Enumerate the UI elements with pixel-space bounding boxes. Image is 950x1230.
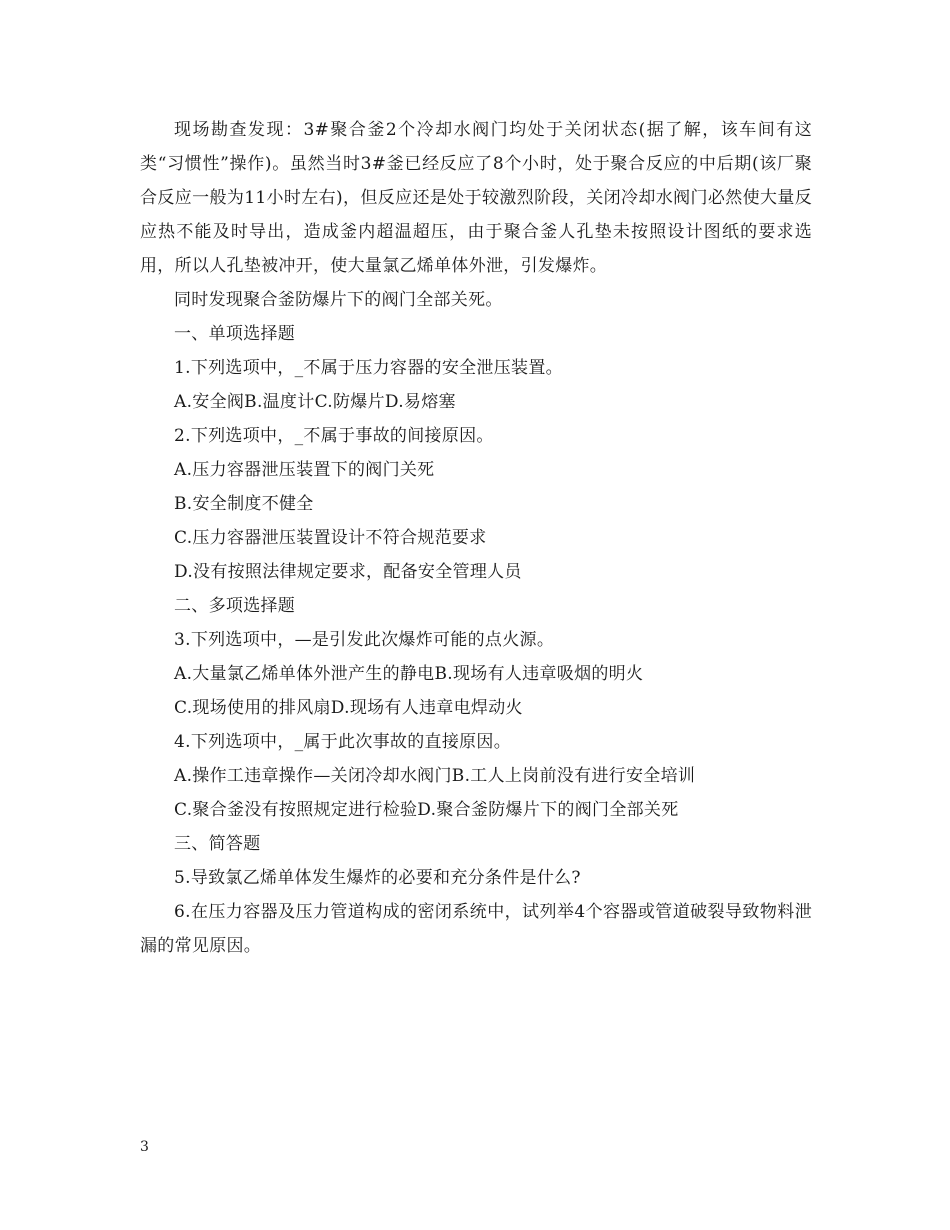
- question-2-option-b: B.安全制度不健全: [174, 494, 314, 514]
- section-heading-multiple-choice: 二、多项选择题: [174, 596, 296, 616]
- question-4-options-ab: A.操作工违章操作—关闭冷却水阀门B.工人上岗前没有进行安全培训: [174, 766, 696, 786]
- question-4-options-cd: C.聚合釜没有按照规定进行检验D.聚合釜防爆片下的阀门全部关死: [174, 800, 679, 820]
- question-4: 4.下列选项中，_属于此次事故的直接原因。: [174, 732, 512, 752]
- question-3-options-ab: A.大量氯乙烯单体外泄产生的静电B.现场有人违章吸烟的明火: [174, 664, 644, 684]
- section-heading-single-choice: 一、单项选择题: [174, 324, 296, 344]
- page-number: 3: [140, 1139, 149, 1155]
- paragraph-site-investigation: 现场勘查发现：3#聚合釜2个冷却水阀门均处于关闭状态(据了解，该车间有这类“习惯性”操作)。虽然当时3#釜已经反应了8个小时，处于聚合反应的中后期(该厂聚合反应一般为11小时左右)，但反应还是处于较激烈阶段，关闭冷却水阀门必然使大量反应热不能及时导出，造成釜内超温超压，由于聚合釜人孔垫未按照设计图纸的要求选用，所以人孔垫被冲开，使大量氯乙烯单体外泄，引发爆炸。: [140, 120, 812, 276]
- question-2-option-c: C.压力容器泄压装置设计不符合规范要求: [174, 528, 487, 548]
- question-2: 2.下列选项中，_不属于事故的间接原因。: [174, 426, 494, 446]
- question-2-option-d: D.没有按照法律规定要求，配备安全管理人员: [174, 562, 522, 582]
- question-6: 6.在压力容器及压力管道构成的密闭系统中，试列举4个容器或管道破裂导致物料泄漏的常见原因。: [140, 902, 812, 956]
- question-3-options-cd: C.现场使用的排风扇D.现场有人违章电焊动火: [174, 698, 523, 718]
- question-5: 5.导致氯乙烯单体发生爆炸的必要和充分条件是什么?: [174, 868, 581, 888]
- question-3: 3.下列选项中，—是引发此次爆炸可能的点火源。: [174, 630, 555, 650]
- question-1: 1.下列选项中，_不属于压力容器的安全泄压装置。: [174, 358, 563, 378]
- question-1-options: A.安全阀B.温度计C.防爆片D.易熔塞: [174, 392, 456, 412]
- paragraph-valve-finding: 同时发现聚合釜防爆片下的阀门全部关死。: [174, 290, 503, 310]
- section-heading-short-answer: 三、简答题: [174, 834, 261, 854]
- question-2-option-a: A.压力容器泄压装置下的阀门关死: [174, 460, 435, 480]
- document-body: [140, 113, 812, 963]
